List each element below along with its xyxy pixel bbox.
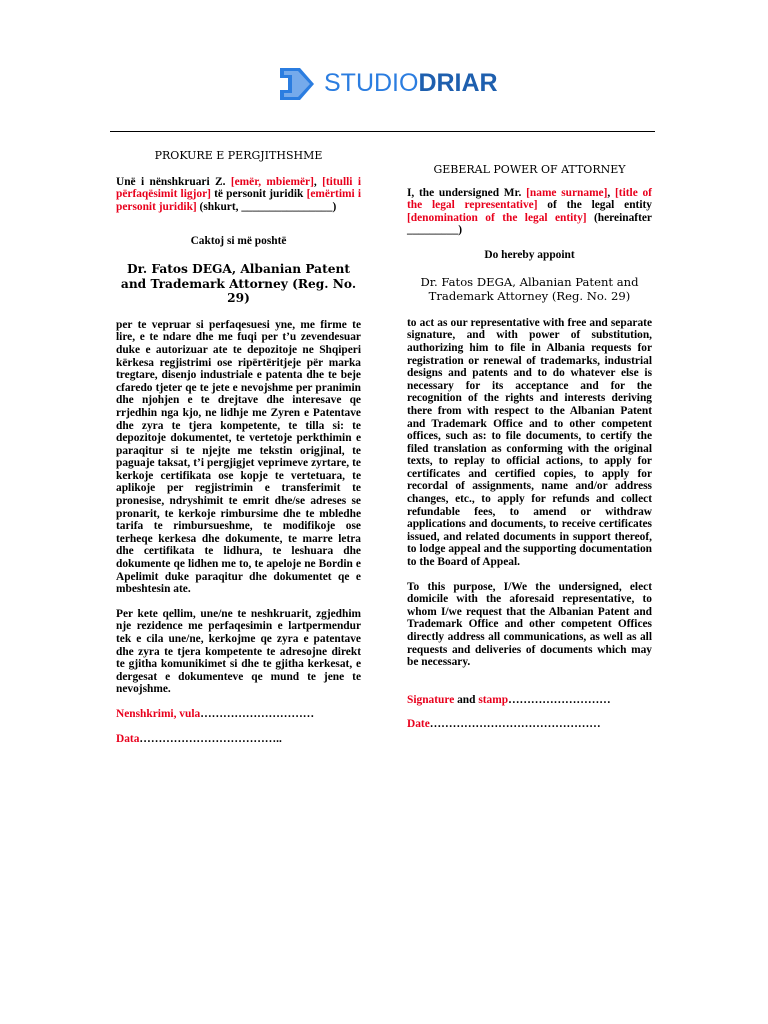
english-body-2: To this purpose, I/We the undersigned, elect domicile with the aforesaid representative, to whom I/we request that the Albanian Patent and Trademark Office and other competent Offices directly address all communications, as well as all requests and deliveries of documents which may be necessary. — [407, 580, 652, 669]
english-appoint: Do hereby appoint — [484, 248, 575, 261]
english-column — [407, 164, 652, 731]
english-signature-and: and — [454, 693, 479, 706]
english-placeholder-name: [name surname] — [526, 186, 608, 199]
logo-text-bold: DRIAR — [418, 69, 498, 97]
albanian-placeholder-title: [titulli i përfaqësimit ligjor] — [116, 175, 361, 201]
english-date-line — [407, 718, 652, 731]
albanian-intro-text: Unë i nënshkruari Z. — [116, 175, 231, 188]
english-placeholder-entity: [denomination of the legal entity] — [407, 211, 587, 224]
english-intro-text-3: (hereinafter _________) — [407, 211, 652, 237]
albanian-column — [116, 150, 361, 745]
english-signature-stamp: stamp — [478, 693, 509, 706]
english-date-label: Date — [407, 718, 430, 731]
english-body-1: to act as our representative with free and separate signature, and with power of substitution, authorizing him to file in Albania requests for registration or renewal of trademarks, industrial designs and patents and to do whatever else is necessary for its acceptance and for the recognition of the rights and interests deriving there from with respect to the Albanian Patent and Trademark Office and to other competent offices, such as: to file documents, to certify the filed translation as conforming with the original texts, to replay to official actions, to apply for certificates and certified copies, to apply for recordal of assignments, name and/or address changes, etc., to apply for refunds and collect refundable fees, to amend or withdraw applications and documents, to receive certificates issued, and related documents in support thereof, to lodge appeal and the supporting documentation to the Board of Appeal. — [407, 316, 652, 569]
albanian-placeholder-entity: [emërtimi i personit juridik] — [116, 188, 361, 213]
albanian-intro-text-3: (shkurt, ________________) — [196, 200, 337, 213]
albanian-date-dots: ……………………………….. — [139, 732, 282, 745]
english-title: GEBERAL POWER OF ATTORNEY — [433, 163, 626, 176]
header-divider — [110, 131, 655, 132]
albanian-signature-dots: ………………………… — [200, 707, 315, 720]
english-signature-label: Signature — [407, 693, 455, 706]
studiodriar-logo — [280, 64, 498, 104]
albanian-appoint: Caktoj si më poshtë — [190, 235, 287, 248]
english-signature-line — [407, 694, 652, 707]
albanian-placeholder-name: [emër, mbiemër] — [230, 175, 314, 188]
albanian-body-2: Per kete qellim, une/ne te neshkruarit, zgjedhim nje rezidence me perfaqesimin e lartpermendur tek e cila une/ne, kerkojme qe zyra e patentave dhe zyra te tjera kompetente te adresojne direkt te gjitha komunikimet si dhe te gjitha kerkesat, e dergesat e dokumenteve qe mund te jene te nevojshme. — [116, 607, 361, 696]
albanian-date-label: Data — [116, 732, 140, 745]
english-placeholder-title: [title of the legal representative] — [407, 186, 652, 212]
english-attorney: Dr. Fatos DEGA, Albanian Patent and Trademark Attorney (Reg. No. 29) — [420, 274, 639, 304]
english-intro-text: I, the undersigned Mr. — [407, 186, 527, 199]
albanian-intro-text-2: të personit juridik — [210, 188, 307, 201]
english-date-dots: ……………………………………… — [429, 718, 601, 731]
arrow-icon — [280, 68, 316, 100]
english-signature-dots: ……………………… — [508, 693, 611, 706]
english-intro-comma: , — [607, 186, 615, 199]
logo-text — [324, 69, 498, 98]
albanian-intro — [116, 176, 361, 214]
albanian-attorney: Dr. Fatos DEGA, Albanian Patent and Trademark Attorney (Reg. No. 29) — [120, 261, 357, 306]
english-intro — [407, 187, 652, 237]
albanian-signature-label: Nenshkrimi, vula — [116, 707, 201, 720]
logo-text-light: STUDIO — [324, 69, 419, 97]
albanian-title: PROKURE E PERGJITHSHME — [154, 149, 323, 162]
albanian-body-1: per te vepruar si perfaqesuesi yne, me firme te lire, e te ndare dhe me fuqi per t’u zevendesuar duke e autorizuar ate te depozitoje ne Shqiperi kërkesa regjistrimi ose ripërtëritjeje për marka tregtare, disenjo industriale e patenta dhe te beje cfaredo tjeter qe te jete e nevojshme per pranimin dhe njohjen e te drejtave dhe interesave qe rrjedhin nga kjo, ne lidhje me Zyren e Patentave dhe zyra te tjera kompetente, te tilla si: te depozitoje dokumentet, te vertetoje perkthimin e paraqitur si te njejte me tekstin origjinal, te paguaje taksat, t’i pergjigjet veprimeve zyrtare, te kerkoje certifikata ose kopje te vertetuara, te aplikoje per regjistrimin e transferimit te pronesise, ndryshimit te emrit dhe/se adreses se pronarit, te kerkoje rimbursime dhe te mbledhe tarifa te rimbursueshme, te modifikoje ose terheqe kerkesa dhe dokumente, te marre letra dhe certifikata te lidhura, te leshuara dhe dokumente qe lidhen me to, te apeloje ne Bordin e Apelimit duke paraqitur dhe dokumentet qe e mbeshtesin ate. — [116, 318, 361, 596]
albanian-intro-comma: , — [313, 175, 323, 188]
english-intro-text-2: of the legal entity — [537, 199, 652, 212]
albanian-date-line — [116, 733, 361, 746]
albanian-signature-line — [116, 708, 361, 721]
